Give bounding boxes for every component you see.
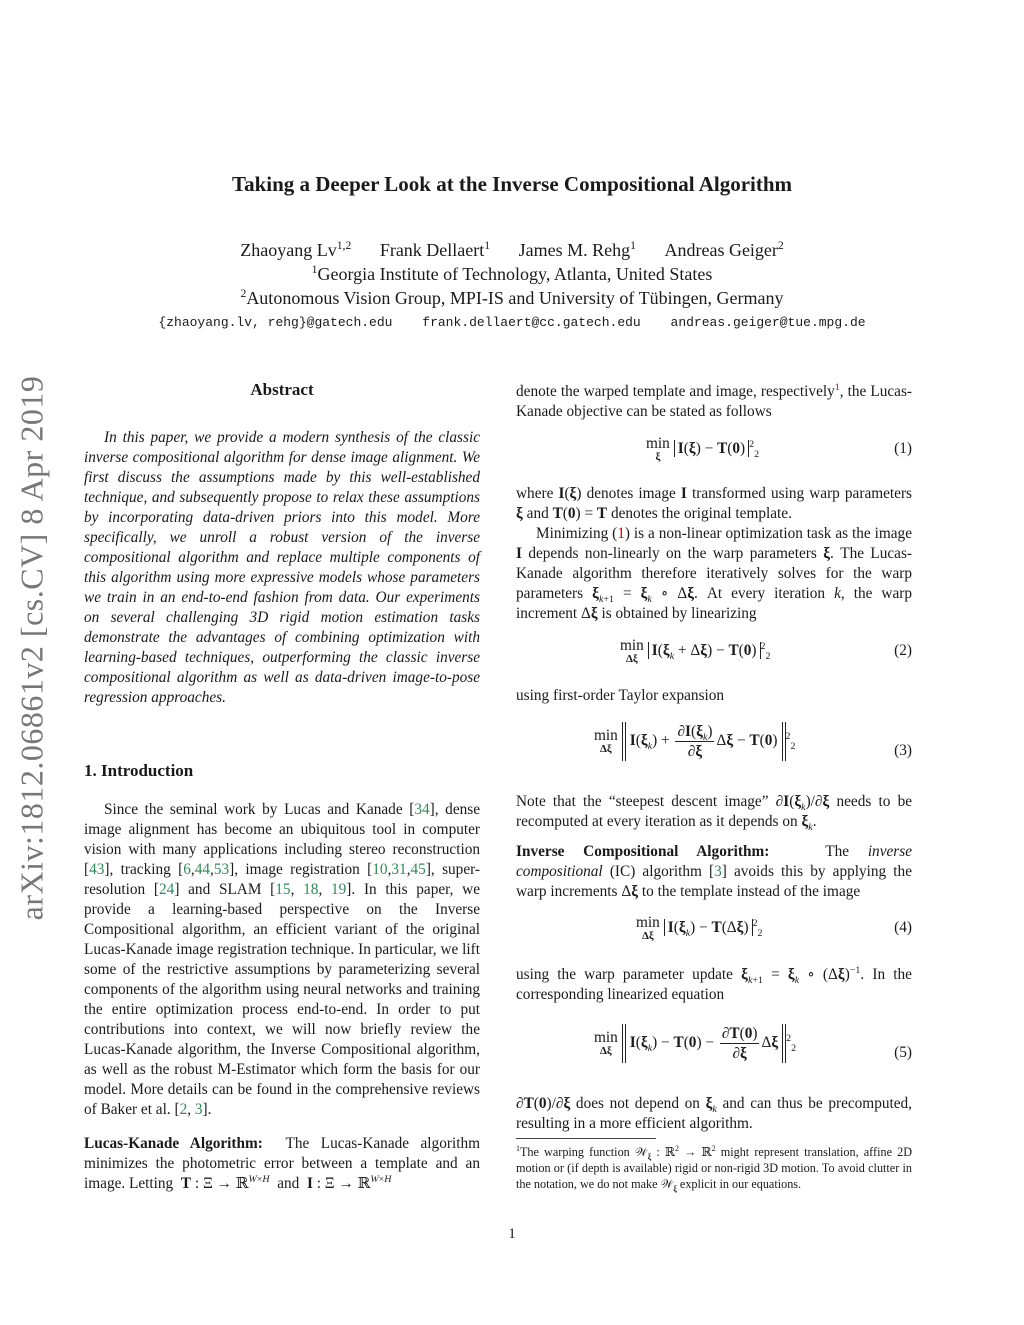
equation-2: min Δξ $I(\xi_k + \Delta\xi) - T(0)$ $^2_2$ (2) (620, 637, 912, 665)
footnote-marker[interactable]: 1 (834, 381, 840, 393)
update-paragraph: using the warp parameter update $\xi_{k+1} = \xi_k$ ∘ $(\Delta\xi)^{-1}$. In the corresponding linearized equation (516, 964, 912, 1003)
citation[interactable]: 6 (183, 861, 191, 878)
author-4: Andreas Geiger$^2$ (664, 239, 784, 260)
introduction-paragraph: Since the seminal work by Lucas and Kanade [34], dense image alignment has become an ubiquitous tool in computer vision with many applications including stereo reconstruction [43], tracking [6,44,53], image registration [10,31,45], super-resolution [24] and SLAM [15, 18, 19]. In this paper, we provide a learning-based perspective on the Inverse Compositional algorithm, an efficient variant of the original Lucas-Kanade image registration technique. In particular, we lift some of the restrictive assumptions by parameterizing several components of the algorithm using neural networks and training the entire optimization process end-to-end. In order to put contributions into context, we will now briefly review the Lucas-Kanade algorithm, the Inverse Compositional algorithm, as well as the robust M-Estimator which form the basis for our model. More details can be found in the comprehensive reviews of Baker et al. [2, 3]. (84, 801, 481, 1118)
equation-5: min Δξ $I(\xi_k) - T(0)$ − $\frac{\partial T(0)}{\partial\xi}$ Δξ $^2_2$ (5) (594, 1025, 912, 1062)
citation[interactable]: 2 (179, 1101, 188, 1118)
lucas-kanade-paragraph: Lucas-Kanade Algorithm: The Lucas-Kanade algorithm minimizes the photometric error between a template and an image. Letting T : Ξ → ℝ$^{W\times H}$ and I : Ξ → ℝ$^{W\times H}$ (84, 1135, 480, 1192)
abstract-heading: Abstract (250, 380, 314, 399)
equation-number: (5) (894, 1044, 912, 1061)
introduction-heading: 1. Introduction (84, 761, 194, 780)
footnote: $^1$The warping function 𝒲$_\xi$ : ℝ$^2$ → ℝ$^2$ might represent translation, affine 2D motion or (if depth is available) rigid or non-rigid 3D motion. To avoid clutter in the notation, we do not make 𝒲$_\xi$ explicit in our equations. (516, 1143, 913, 1194)
citation[interactable]: 19 (331, 881, 347, 898)
warp-definition: where I(ξ) denotes image I transformed using warp parameters ξ and T(0) = T denotes the original template. (516, 485, 913, 522)
equation-4: min Δξ $I(\xi_k) - T(\Delta\xi)$ $^2_2$ (4) (636, 914, 912, 942)
author-3: James M. Rehg$^1$ (518, 239, 636, 260)
citation[interactable]: 31 (391, 861, 407, 878)
author-1: Zhaoyang Lv$^{1,2}$ (240, 239, 352, 260)
equation-1: min ξ I(ξ) − T(0) $^2_2$ (1) (646, 435, 912, 463)
citation[interactable]: 3 (714, 863, 722, 880)
objective-intro: denote the warped template and image, respectively$^1$, the Lucas-Kanade objective can be stated as follows (516, 381, 913, 420)
equation-reference[interactable]: 1 (617, 525, 625, 542)
minimizing-paragraph: Minimizing (1) is a non-linear optimization task as the image I depends non-linearly on the warp parameters ξ. The Lucas-Kanade algorithm therefore iteratively solves for the warp parameters $\xi_{k+1} = \xi_k$ ∘ Δξ. At every iteration k, the warp increment Δξ is obtained by linearizing (516, 525, 913, 622)
citation[interactable]: 10 (372, 861, 388, 878)
citation[interactable]: 43 (89, 861, 105, 878)
lucas-kanade-heading: Lucas-Kanade Algorithm: (84, 1135, 263, 1152)
citation[interactable]: 45 (410, 861, 426, 878)
footnote-rule (516, 1138, 656, 1139)
affiliation-1: $^1$Georgia Institute of Technology, Atlanta, United States (311, 263, 713, 284)
email-3: andreas.geiger@tue.mpg.de (670, 315, 866, 330)
page-number: 1 (508, 1226, 516, 1242)
author-list (0, 240, 1024, 261)
citation[interactable]: 24 (159, 881, 175, 898)
citation[interactable]: 53 (213, 861, 230, 878)
arxiv-sidebar (4, 365, 60, 930)
citation[interactable]: 3 (194, 1101, 203, 1118)
email-1: {zhaoyang.lv, rehg}@gatech.edu (158, 315, 393, 330)
equation-number: (4) (894, 919, 912, 936)
equation-number: (1) (894, 440, 912, 457)
inverse-compositional-heading: Inverse Compositional Algorithm: (516, 843, 770, 860)
equation-number: (3) (894, 742, 912, 759)
taylor-text: using first-order Taylor expansion (516, 687, 725, 704)
citation[interactable]: 44 (194, 861, 211, 878)
inverse-compositional-paragraph: Inverse Compositional Algorithm: The inverse compositional (IC) algorithm [3] avoids this by applying the warp increments Δξ to the template instead of the image (516, 843, 912, 900)
author-2: Frank Dellaert$^1$ (379, 239, 491, 260)
precompute-paragraph: ∂T(0)/∂ξ does not depend on $\xi_k$ and can thus be precomputed, resulting in a more efficient algorithm. (516, 1095, 913, 1132)
affiliation-2: $^2$Autonomous Vision Group, MPI-IS and University of Tübingen, Germany (240, 287, 784, 308)
citation[interactable]: 18 (303, 881, 319, 898)
citation[interactable]: 15 (275, 881, 291, 898)
email-list (0, 315, 1024, 330)
email-2: frank.dellaert@cc.gatech.edu (422, 315, 641, 330)
citation[interactable]: 34 (414, 801, 430, 818)
equation-3: min Δξ $I(\xi_k)$ + $\frac{\partial I(\xi_k)}{\partial\xi}$ Δξ − T(0) $^2_2$ (3) (594, 723, 912, 760)
abstract-text: In this paper, we provide a modern synthesis of the classic inverse compositional algorithm for dense image alignment. We first discuss the assumptions made by this well-established technique, and subsequently propose to relax these assumptions by incorporating data-driven priors into this model. More specifically, we unroll a robust version of the inverse compositional algorithm and replace multiple components of this algorithm using more expressive models whose parameters we train in an end-to-end fashion from data. Our experiments on several challenging 3D rigid motion estimation tasks demonstrate the advantages of combining optimization with learning-based techniques, outperforming the classic inverse compositional algorithm as well as data-driven image-to-pose regression approaches. (84, 429, 480, 706)
equation-number: (2) (894, 642, 912, 659)
arxiv-identifier: arXiv:1812.06861v2 [cs.CV] 8 Apr 2019 (13, 375, 50, 920)
paper-title: Taking a Deeper Look at the Inverse Compositional Algorithm (231, 172, 793, 196)
steepest-descent-note: Note that the “steepest descent image” $\partial I(\xi_k)/\partial\xi$ needs to be recomputed at every iteration as it depends on $\xi_k$. (516, 793, 913, 834)
